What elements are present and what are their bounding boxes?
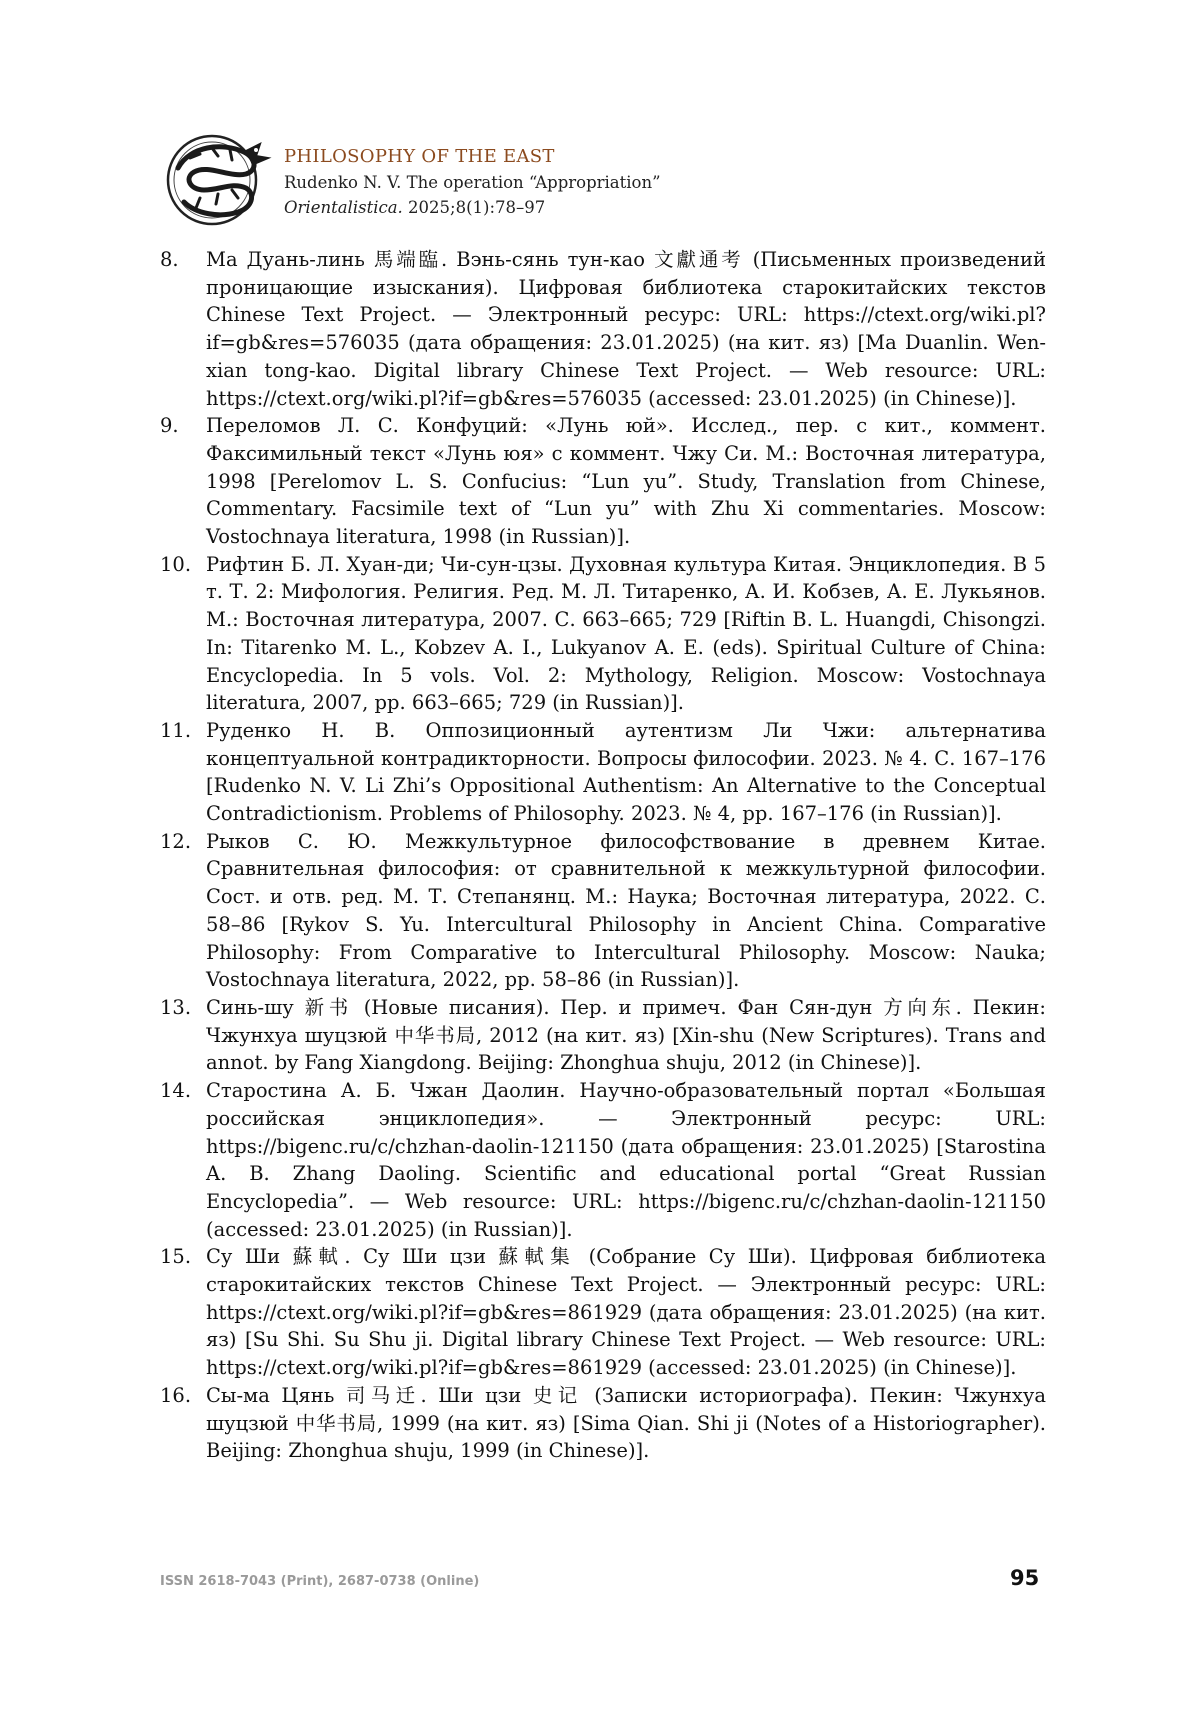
journal-issue: 2025;8(1):78–97 — [402, 198, 546, 217]
reference-number: 12. — [160, 829, 192, 853]
reference-text: Рифтин Б. Л. Хуан-ди; Чи-сун-цзы. Духовная культура Китая. Энциклопедия. В 5 т. Т. 2: Мифология. Религия. Ред. М. Л. Титаренко, А. И. Кобзев, А. Е. Лукьянов. М.: Восточная литература, 2007. С. 663–665; 729 [Riftin B. L. Huangdi, Chisongzi. In: Titarenko M. L., Kobzev A. I., Lukyanov A. E. (eds). Spiritual Culture of China: Encyclopedia. In 5 vols. Vol. 2: Mythology, Religion. Moscow: Vostochnaya literatura, 2007, pp. 663–665; 729 (in Russian)]. — [206, 552, 1046, 715]
article-running-title: Rudenko N. V. The operation “Appropriation” — [284, 173, 661, 192]
reference-number: 14. — [160, 1079, 192, 1103]
reference-item — [160, 551, 1046, 717]
reference-item — [160, 412, 1046, 551]
reference-text: Старостина А. Б. Чжан Даолин. Научно-образовательный портал «Большая российская энциклопедия». — Электронный ресурс: URL: https://bigenc.ru/c/chzhan-daolin-121150 (дата обращения: 23.01.2025) [Starostina A. B. Zhang Daoling. Scientific and educational portal “Great Russian Encyclopedia”. — Web resource: URL: https://bigenc.ru/c/chzhan-daolin-121150 (accessed: 23.01.2025) (in Russian)]. — [206, 1079, 1046, 1241]
reference-number: 8. — [160, 248, 179, 271]
reference-item — [160, 994, 1046, 1077]
reference-text: Рыков С. Ю. Межкультурное философствование в древнем Китае. Сравнительная философия: от сравнительной к межкультурной философии. Сост. и отв. ред. М. Т. Степанянц. М.: Наука; Восточная литература, 2022. С. 58–86 [Rykov S. Yu. Intercultural Philosophy in Ancient China. Comparative Philosophy: From Comparative to Intercultural Philosophy. Moscow: Nauka; Vostochnaya literatura, 2022, pp. 58–86 (in Russian)]. — [206, 829, 1046, 992]
journal-name: Orientalistica. — [284, 198, 403, 217]
reference-item — [160, 1382, 1046, 1465]
reference-number: 15. — [160, 1245, 192, 1269]
page-number: 95 — [1010, 1566, 1040, 1590]
reference-item — [160, 1077, 1046, 1243]
reference-number: 11. — [160, 718, 192, 742]
reference-item — [160, 1243, 1046, 1382]
reference-number: 9. — [160, 414, 179, 438]
journal-seal-dragon-icon — [160, 128, 272, 228]
footer-issn: ISSN 2618-7043 (Print), 2687-0738 (Online) — [160, 1574, 480, 1589]
page-header — [160, 128, 1060, 228]
reference-number: 13. — [160, 995, 192, 1019]
reference-text: Су Ши 蘇軾. Су Ши цзи 蘇軾集 (Собрание Су Ши). Цифровая библиотека старокитайских текстов Chinese Text Project. — Электронный ресурс: URL: https://ctext.org/wiki.pl?if=gb&res=861929 (дата обращения: 23.01.2025) (на кит. яз) [Su Shi. Su Shu ji. Digital library Chinese Text Project. — Web resource: URL: https://ctext.org/wiki.pl?if=gb&res=861929 (accessed: 23.01.2025) (in Chinese)]. — [206, 1245, 1046, 1380]
reference-item — [160, 828, 1046, 994]
reference-text: Синь-шу 新书 (Новые писания). Пер. и примеч. Фан Сян-дун 方向东. Пекин: Чжунхуа шуцзюй 中华书局, 2012 (на кит. яз) [Xin-shu (New Scriptures). Trans and annot. by Fang Xiangdong. Beijing: Zhonghua shuju, 2012 (in Chinese)]. — [206, 995, 1046, 1075]
section-title: PHILOSOPHY OF THE EAST — [284, 146, 555, 167]
reference-text: Руденко Н. В. Оппозиционный аутентизм Ли Чжи: альтернатива концептуальной контрадикторности. Вопросы философии. 2023. № 4. С. 167–176 [Rudenko N. V. Li Zhi’s Oppositional Authentism: An Alternative to the Conceptual Contradictionism. Problems of Philosophy. 2023. № 4, pp. 167–176 (in Russian)]. — [206, 718, 1046, 826]
header-text — [284, 144, 661, 220]
journal-citation — [284, 195, 661, 220]
reference-number: 16. — [160, 1383, 192, 1407]
reference-item — [160, 717, 1046, 828]
reference-text: Сы-ма Цянь 司马迁. Ши цзи 史记 (Записки историографа). Пекин: Чжунхуа шуцзюй 中华书局, 1999 (на кит. яз) [Sima Qian. Shi ji (Notes of a Historiographer). Beijing: Zhonghua shuju, 1999 (in Chinese)]. — [206, 1383, 1046, 1463]
reference-item — [160, 246, 1046, 412]
reference-text: Переломов Л. С. Конфуций: «Лунь юй». Исслед., пер. с кит., коммент. Факсимильный текст «Лунь юя» с коммент. Чжу Си. М.: Восточная литература, 1998 [Perelomov L. S. Confucius: “Lun yu”. Study, Translation from Chinese, Commentary. Facsimile text of “Lun yu” with Zhu Xi commentaries. Moscow: Vostochnaya literatura, 1998 (in Russian)]. — [206, 414, 1046, 549]
reference-list — [160, 246, 1046, 1465]
reference-text: Ма Дуань-линь 馬端臨. Вэнь-сянь тун-као 文獻通考 (Письменных произведений проницающие изыскания). Цифровая библиотека старокитайских текстов Chinese Text Project. — Электронный ресурс: URL: https://ctext.org/wiki.pl?if=gb&res=576035 (дата обращения: 23.01.2025) (на кит. яз) [Ma Duanlin. Wen-xian tong-kao. Digital library Chinese Text Project. — Web resource: URL: https://ctext.org/wiki.pl?if=gb&res=576035 (accessed: 23.01.2025) (in Chinese)]. — [206, 248, 1046, 410]
reference-number: 10. — [160, 552, 192, 576]
